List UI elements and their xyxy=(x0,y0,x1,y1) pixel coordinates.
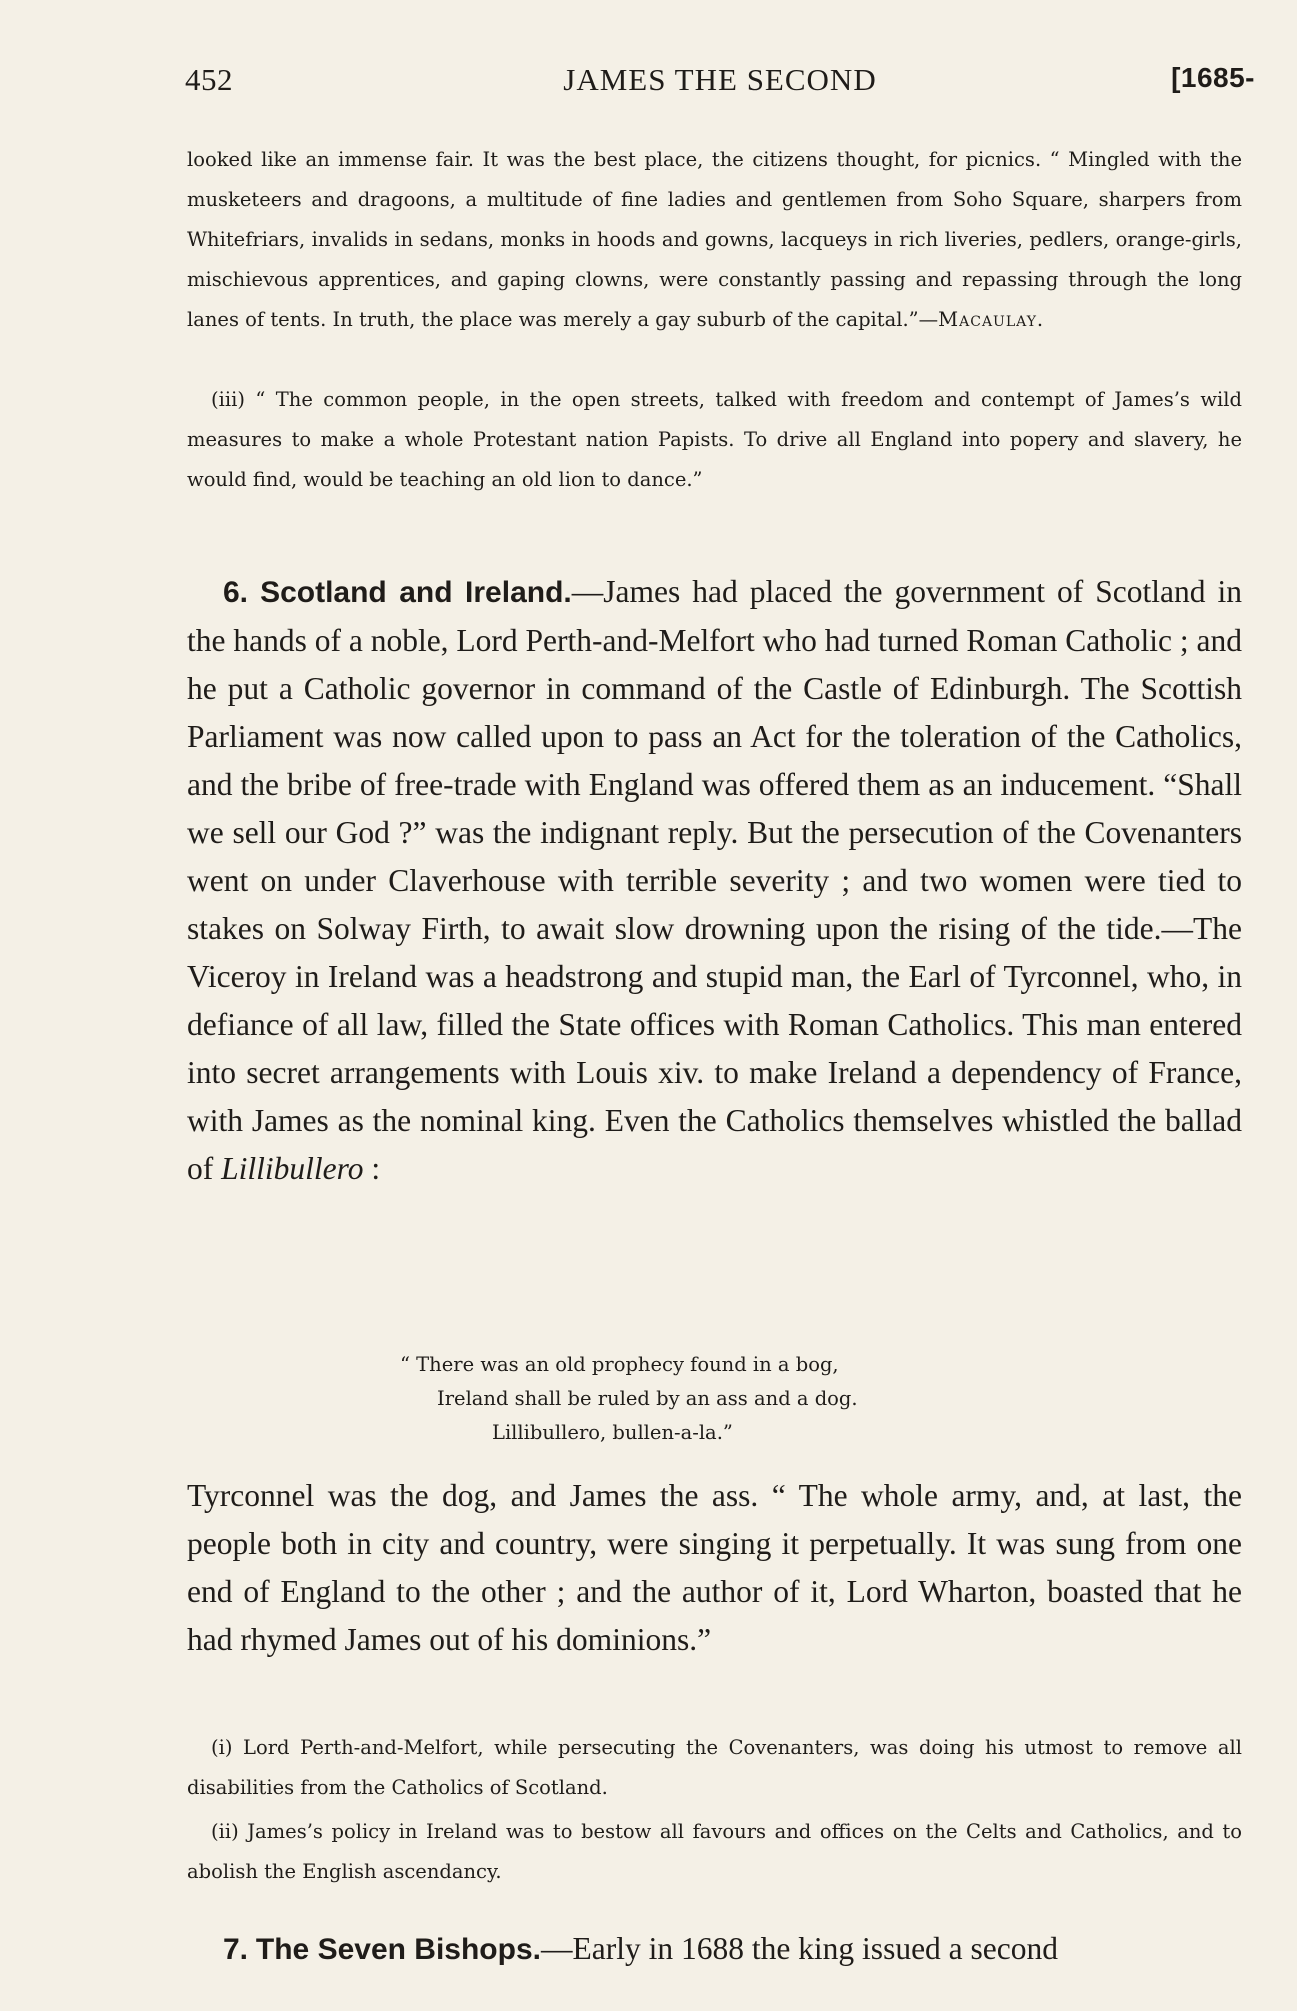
note-ii xyxy=(187,1812,1242,1892)
verse-line: Lillibullero, bullen-a-la.” xyxy=(492,1421,733,1444)
page-number: 452 xyxy=(185,62,233,97)
section-6-number: 6. xyxy=(223,576,249,609)
note-i xyxy=(187,1728,1242,1808)
running-title: JAMES THE SECOND xyxy=(563,62,877,97)
note-i-text: (i) Lord Perth-and-Melfort, while persecuting the Covenanters, was doing his utmost to remove all disabilities from the Catholics of Scotland. xyxy=(187,1736,1242,1799)
section-6-body: —James had placed the government of Scotland in the hands of a noble, Lord Perth-and-Melfort who had turned Roman Catholic ; and he put a Catholic governor in command of the Castle of Edinburgh. The Scottish Parliament was now called upon to pass an Act for the toleration of the Catholics, and the bribe of free-trade with England was offered them as an inducement. “Shall we sell our God ?” was the indignant reply. But the persecution of the Covenanters went on under Claverhouse with terrible severity ; and two women were tied to stakes on Solway Firth, to await slow drowning upon the rising of the tide.—The Viceroy in Ireland was a headstrong and stupid man, the Earl of Tyrconnel, who, in defiance of all law, filled the State offices with Roman Catholics. This man entered into secret arrangements with Louis xiv. to make Ireland a dependency of France, with James as the nominal king. Even the Catholics themselves whistled the ballad of xyxy=(187,574,1242,1186)
section-7 xyxy=(187,1925,1242,1974)
section-7-number: 7. xyxy=(223,1933,249,1966)
quote-text: looked like an immense fair. It was the best place, the citizens thought, for picnics. “ Mingled with the musketeers and dragoons, a multitude of fine ladies and gentlemen from Soho Square, sharpers from Whitefriars, invalids in sedans, monks in hoods and gowns, lacqueys in rich liveries, pedlers, orange-girls, mischievous apprentices, and gaping clowns, were constantly passing and repassing through the long lanes of tents. In truth, the place was merely a gay suburb of the capital.”— xyxy=(187,148,1242,331)
ballad-title: Lillibullero xyxy=(221,1151,364,1186)
section-7-body: —Early in 1688 the king issued a second xyxy=(540,1931,1059,1966)
ballad-colon: : xyxy=(363,1151,381,1186)
verse-line: Ireland shall be ruled by an ass and a dog. xyxy=(437,1387,858,1410)
section-7-title: The Seven Bishops. xyxy=(255,1933,541,1966)
section-6-continuation xyxy=(187,1472,1242,1664)
quote-author: Macaulay. xyxy=(938,308,1045,331)
note-ii-text: (ii) James’s policy in Ireland was to bestow all favours and offices on the Celts and Catholics, and to abolish the English ascendancy. xyxy=(187,1820,1242,1883)
section-6-title: Scotland and Ireland. xyxy=(260,576,572,609)
header-year: [1685- xyxy=(1171,62,1255,93)
section-6 xyxy=(187,568,1242,1193)
ballad-verse xyxy=(400,1348,1000,1450)
note-iii-text: (iii) “ The common people, in the open streets, talked with freedom and contempt of James’s wild measures to make a whole Protestant nation Papists. To drive all England into popery and slavery, he would find, would be teaching an old lion to dance.” xyxy=(187,388,1242,491)
continuation-text: Tyrconnel was the dog, and James the ass. “ The whole army, and, at last, the people both in city and country, were singing it perpetually. It was sung from one end of England to the other ; and the author of it, Lord Wharton, boasted that he had rhymed James out of his dominions.” xyxy=(187,1478,1242,1657)
note-iii xyxy=(187,380,1242,500)
verse-line: “ There was an old prophecy found in a bog, xyxy=(400,1353,839,1376)
quote-continuation xyxy=(187,140,1242,340)
running-header xyxy=(185,62,1255,112)
